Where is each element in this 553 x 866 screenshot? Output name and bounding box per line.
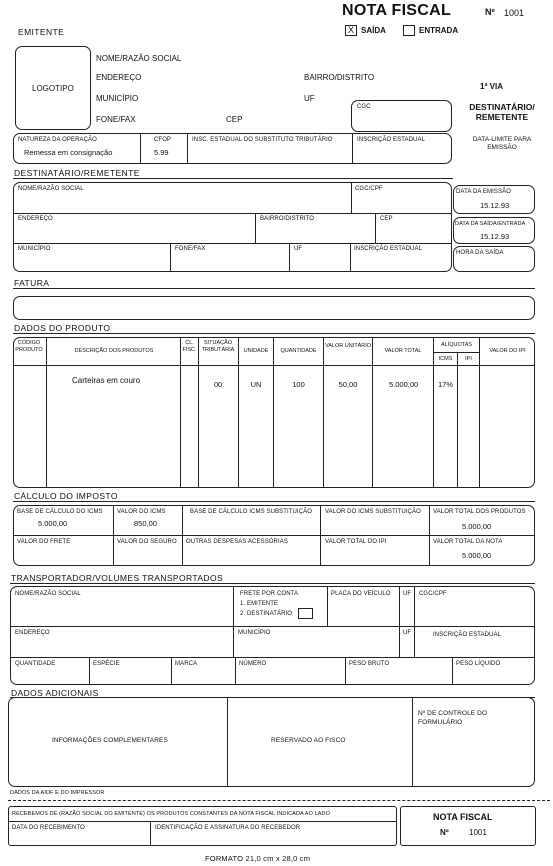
cfop-value: 5.99 (154, 148, 169, 157)
marca-label: MARCA (175, 661, 198, 667)
base-icms-label: BASE DE CÁLCULO DO ICMS (17, 509, 103, 515)
row-valor-total: 5.000,00 (389, 380, 419, 389)
dest-municipio-label: MUNICÍPIO (18, 246, 51, 252)
col-ipi: IPI (465, 356, 472, 362)
base-icms-value: 5.000,00 (38, 519, 68, 528)
destinatario-via-label: DESTINATÁRIO/ REMETENTE (469, 102, 535, 122)
frete-op2-label: 2. DESTINATÁRIO (240, 611, 293, 617)
frete-op1-label: 1. EMITENTE (240, 601, 279, 607)
insc-estadual-label: INSCRIÇÃO ESTADUAL (357, 137, 426, 143)
transp-uf2-label: UF (403, 630, 412, 636)
saida-label: SAÍDA (361, 26, 386, 35)
info-complementares-label: INFORMAÇÕES COMPLEMENTARES (52, 737, 168, 744)
fatura-box (13, 296, 535, 320)
col-unidade: UNIDADE (243, 348, 269, 354)
total-produtos-label: VALOR TOTAL DOS PRODUTOS (433, 509, 526, 515)
col-codigo: CÓDIGO PRODUTO (15, 340, 43, 353)
logotipo-label: LOGOTIPO (32, 84, 74, 93)
cfop-label: CFOP (154, 137, 172, 143)
peso-bruto-label: PESO BRUTO (349, 661, 390, 667)
numero-vol-label: NÚMERO (239, 661, 267, 667)
seguro-label: VALOR DO SEGURO (117, 539, 177, 545)
col-valor-total: VALOR TOTAL (384, 348, 422, 354)
row-situacao: 00 (213, 380, 223, 389)
via-label: 1ª VIA (480, 82, 503, 91)
destinatario-section-title: DESTINATÁRIO/REMETENTE (14, 168, 140, 178)
base-subst-label: BASE DE CÁLCULO ICMS SUBSTITUIÇÃO (190, 509, 312, 515)
numero-value: 1001 (504, 8, 525, 18)
col-descricao: DESCRIÇÃO DOS PRODUTOS (74, 348, 154, 354)
document-title: NOTA FISCAL (342, 2, 452, 19)
valor-icms-label: VALOR DO ICMS (117, 509, 166, 515)
dest-nome-label: NOME/RAZÃO SOCIAL (18, 186, 84, 192)
transp-municipio-label: MUNICÍPIO (238, 630, 271, 636)
destinatario-box (13, 182, 452, 272)
dest-bairro-label: BAIRRO/DISTRITO (260, 216, 315, 222)
frete-checkbox[interactable] (298, 608, 313, 619)
placa-label: PLACA DO VEÍCULO (331, 591, 391, 597)
controle-formulario-label: Nº DE CONTROLE DO FORMULÁRIO (418, 710, 488, 726)
canhoto-numero-value: 1001 (469, 828, 487, 837)
row-icms: 17% (437, 380, 453, 389)
data-limite-label: DATA-LIMITE PARA EMISSÃO (472, 136, 532, 151)
emitente-municipio-label: MUNICÍPIO (96, 94, 139, 103)
dest-cgc-label: CGC/CPF (355, 186, 383, 192)
imposto-section-title: CÁLCULO DO IMPOSTO (14, 491, 118, 501)
transportador-section-title: TRANSPORTADOR/VOLUMES TRANSPORTADOS (11, 573, 224, 583)
canhoto-numero-label: Nº (440, 828, 449, 837)
data-emissao-label: DATA DA EMISSÃO (456, 189, 511, 195)
especie-label: ESPÉCIE (93, 661, 120, 667)
reservado-fisco-label: RESERVADO AO FISCO (271, 737, 346, 744)
aidf-impressor-label: DADOS DA AIDF E DO IMPRESSOR (10, 790, 105, 796)
data-recebimento-label: DATA DO RECEBIMENTO (12, 825, 85, 831)
transp-endereco-label: ENDEREÇO (15, 630, 50, 636)
quantidade-label: QUANTIDADE (15, 661, 56, 667)
row-valor-unitario: 50,00 (338, 380, 358, 389)
dest-uf-label: UF (294, 246, 303, 252)
transp-uf-label: UF (403, 591, 412, 597)
dest-cep-label: CEP (380, 216, 393, 222)
frete-label: VALOR DO FRETE (17, 539, 71, 545)
formato-label: FORMATO 21,0 cm x 28,0 cm (205, 854, 311, 863)
emitente-cep-label: CEP (226, 115, 243, 124)
data-saida-value: 15.12.93 (480, 232, 510, 241)
recebemos-label: RECEBEMOS DE (RAZÃO SOCIAL DO EMITENTE) OS PRODUTOS CONSTANTES DA NOTA FISCAL INDICADA AO LADO (12, 811, 330, 817)
emitente-fone-label: FONE/FAX (96, 115, 136, 124)
total-produtos-value: 5.000,00 (462, 522, 492, 531)
col-valor-unitario: VALOR UNITÁRIO (324, 343, 372, 349)
col-icms: ICMS (438, 356, 453, 362)
emitente-label: EMITENTE (18, 27, 65, 37)
emitente-endereco-label: ENDEREÇO (96, 73, 142, 82)
emitente-bairro-label: BAIRRO/DISTRITO (304, 73, 375, 82)
transp-nome-label: NOME/RAZÃO SOCIAL (15, 591, 81, 597)
total-nota-value: 5.000,00 (462, 551, 492, 560)
fatura-section-title: FATURA (14, 278, 50, 288)
total-nota-label: VALOR TOTAL DA NOTA (433, 539, 503, 545)
col-cl-fisc: CL. FISC. (182, 340, 197, 353)
data-saida-label: DATA DA SAÍDA/ENTRADA (455, 221, 526, 227)
natureza-label: NATUREZA DA OPERAÇÃO (18, 137, 97, 143)
col-valor-ipi: VALOR DO IPI (489, 348, 526, 354)
frete-conta-label: FRETE POR CONTA (240, 591, 299, 597)
entrada-checkbox[interactable] (403, 25, 415, 36)
emitente-nome-label: NOME/RAZÃO SOCIAL (96, 54, 182, 63)
transp-insc-label: INSCRIÇÃO ESTADUAL (433, 632, 502, 638)
data-emissao-value: 15.12.93 (480, 201, 510, 210)
col-situacao: SITUAÇÃO TRIBUTÁRIA (201, 340, 235, 353)
dest-insc-label: INSCRIÇÃO ESTADUAL (354, 246, 423, 252)
row-descricao: Carteiras em couro (72, 376, 141, 385)
cgc-label: CGC (357, 104, 371, 110)
outras-label: OUTRAS DESPESAS ACESSÓRIAS (186, 539, 288, 545)
total-ipi-label: VALOR TOTAL DO IPI (325, 539, 387, 545)
ident-recebedor-label: IDENTIFICAÇÃO E ASSINATURA DO RECEBEDOR (155, 825, 301, 831)
canhoto-nota-label: NOTA FISCAL (433, 812, 493, 822)
produto-section-title: DADOS DO PRODUTO (14, 323, 111, 333)
peso-liquido-label: PESO LÍQUIDO (456, 661, 501, 667)
emitente-uf-label: UF (304, 94, 315, 103)
valor-icms-value: 850,00 (134, 519, 157, 528)
row-unidade: UN (250, 380, 262, 389)
entrada-label: ENTRADA (419, 26, 459, 35)
numero-label: Nº (485, 7, 495, 17)
dest-fone-label: FONE/FAX (175, 246, 206, 252)
col-aliquotas: ALÍQUOTAS (440, 342, 473, 348)
insc-subst-label: INSC. ESTADUAL DO SUBSTITUTO TRIBUTÁRIO (192, 137, 333, 143)
adicionais-section-title: DADOS ADICIONAIS (11, 688, 99, 698)
row-quantidade: 100 (292, 380, 305, 389)
valor-subst-label: VALOR DO ICMS SUBSTITUIÇÃO (325, 509, 421, 515)
dest-endereco-label: ENDEREÇO (18, 216, 53, 222)
transp-cgc-label: CGC/CPF (419, 591, 447, 597)
saida-checkbox[interactable]: X (345, 25, 357, 36)
natureza-value: Remessa em consignação (24, 148, 113, 157)
hora-saida-label: HORA DA SAÍDA (456, 250, 504, 256)
col-quantidade: QUANTIDADE (280, 348, 317, 354)
